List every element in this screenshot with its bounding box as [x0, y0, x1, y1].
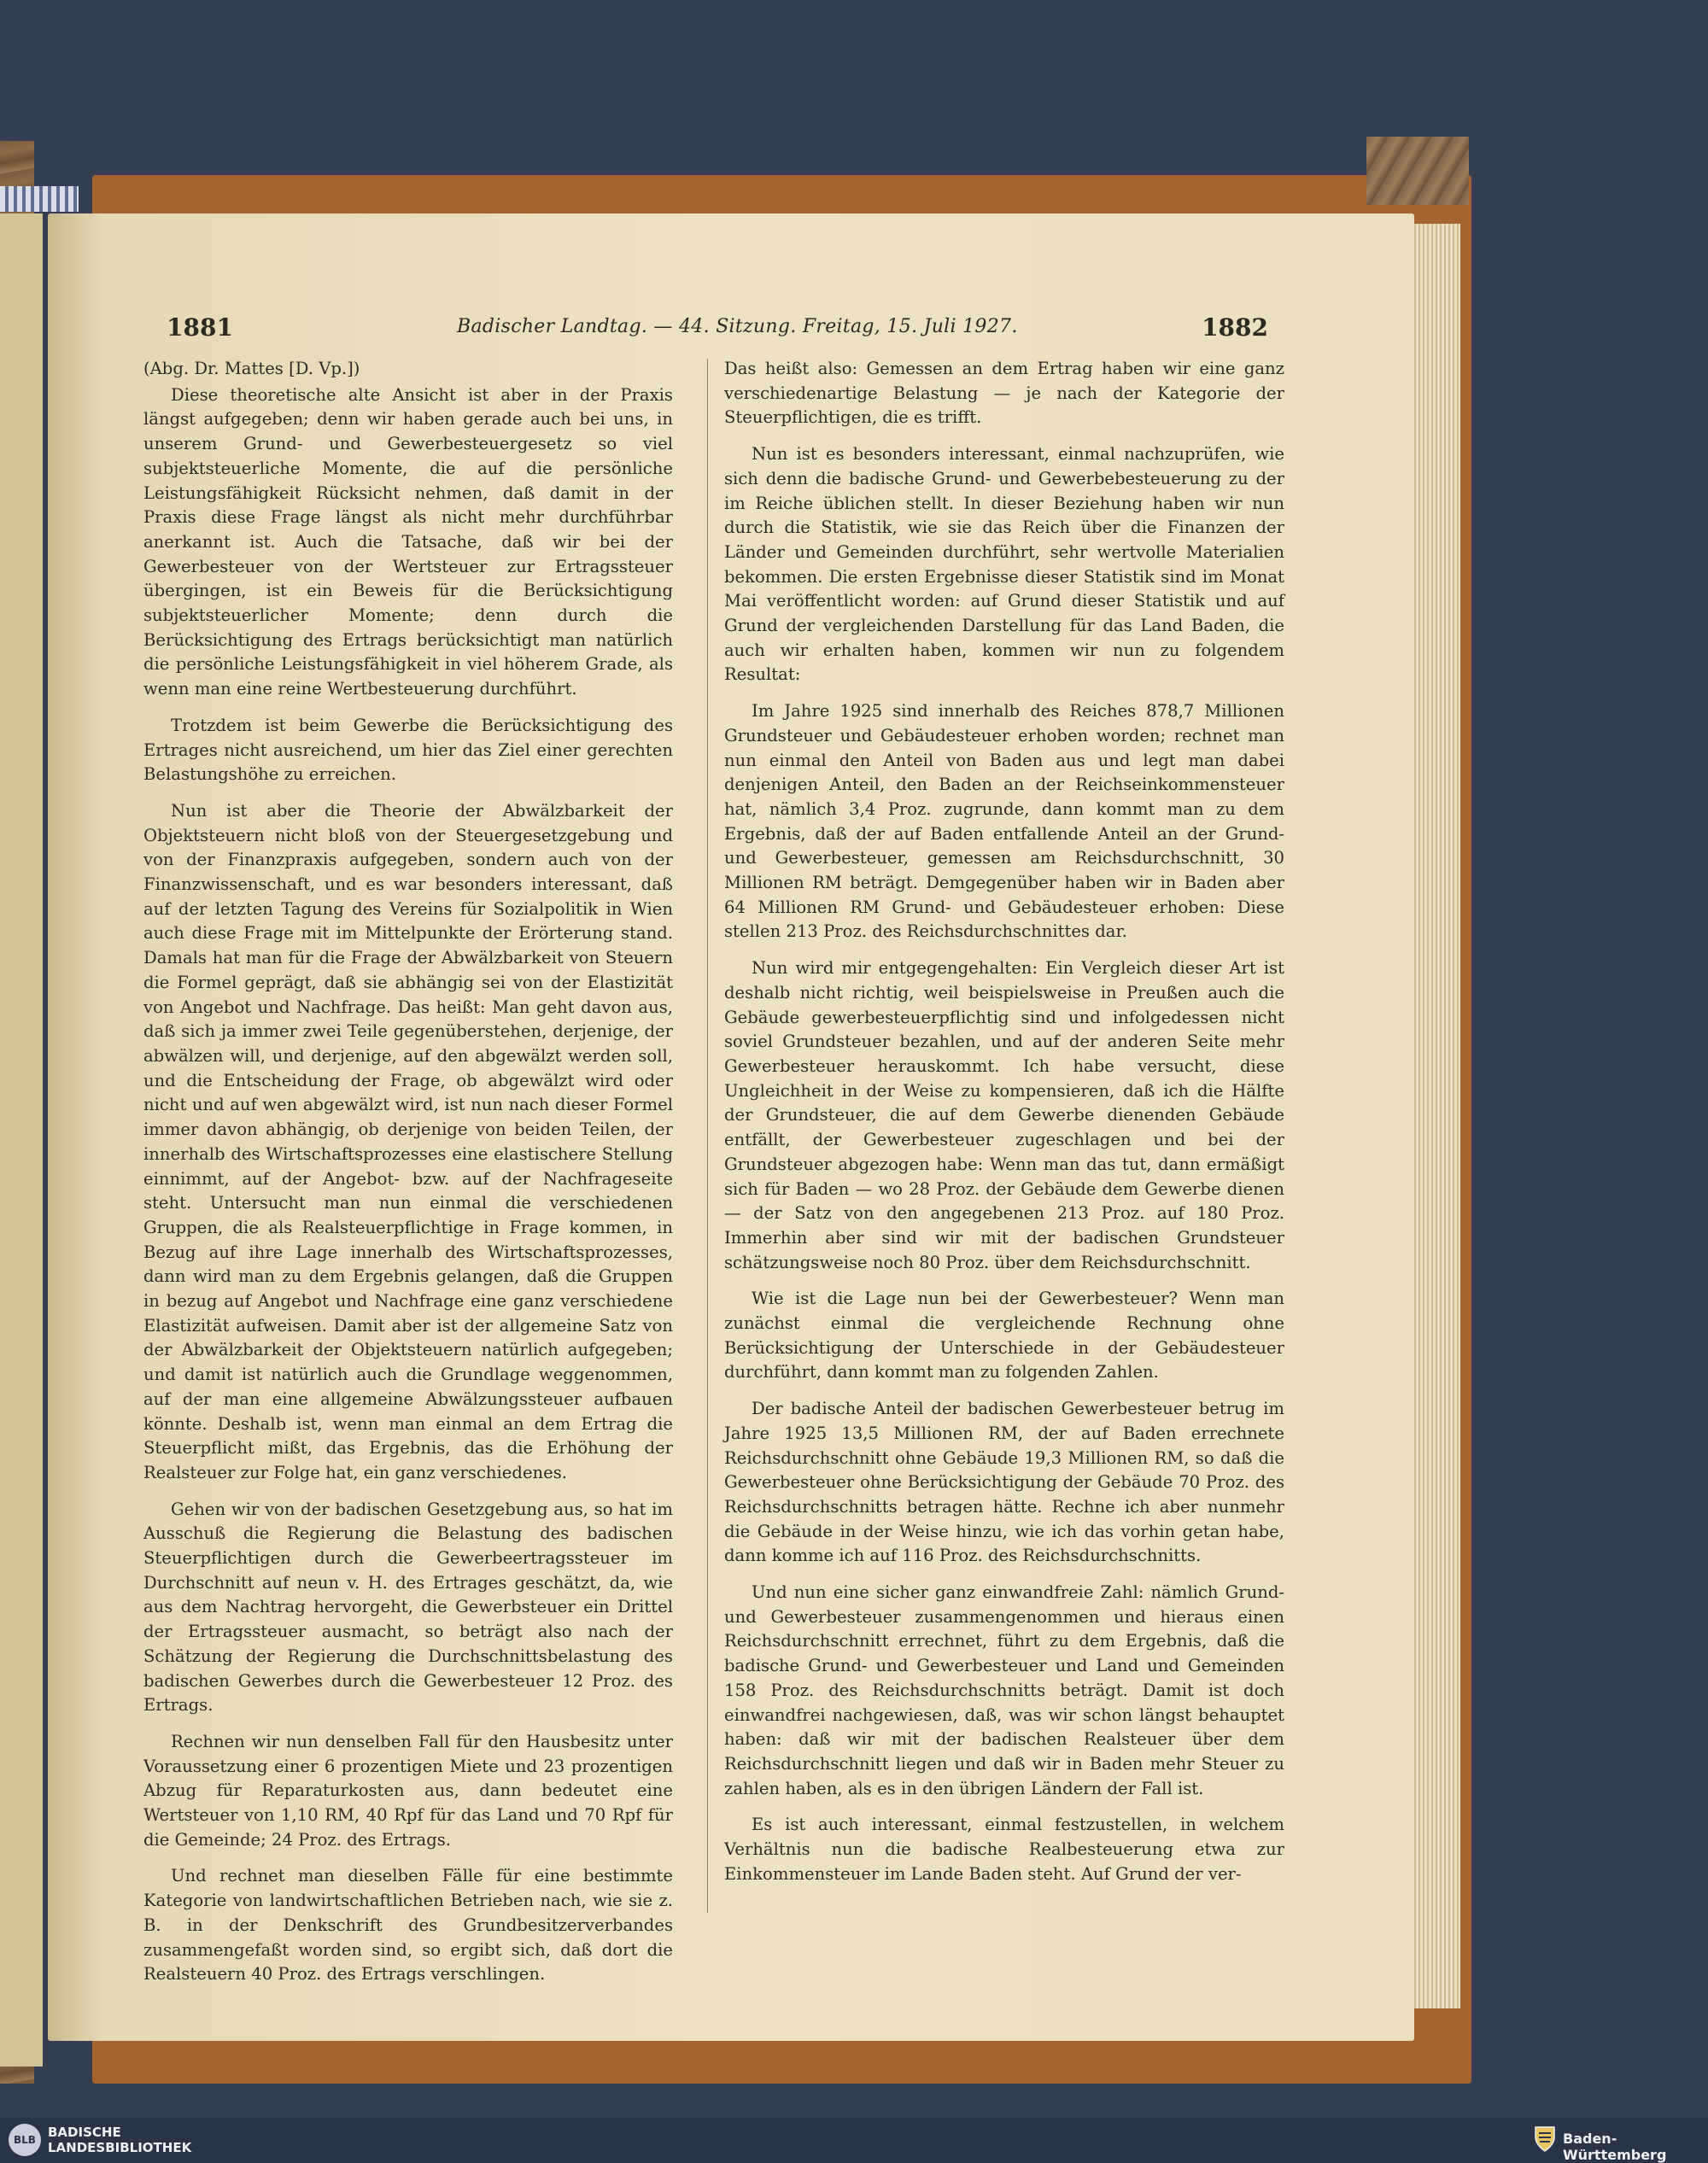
running-title: Badischer Landtag. — 44. Sitzung. Freitag, 15. Juli 1927.: [457, 316, 1018, 337]
library-name-line1: BADISCHE: [48, 2125, 121, 2140]
paragraph: Wie ist die Lage nun bei der Gewerbesteuer? Wenn man zunächst einmal die vergleichende Rechnung ohne Berücksichtigung der Unterschiede in der Gebäudesteuer durchführt, dann kommt man zu folgenden Zahlen.: [724, 1289, 1284, 1383]
right-column: [724, 357, 1284, 1898]
paragraph: Es ist auch interessant, einmal festzustellen, in welchem Verhältnis nun die badische Realbesteuerung etwa zur Einkommensteuer im Lande Baden steht. Auf Grund der ver-: [724, 1815, 1284, 1884]
paragraph: Nun wird mir entgegengehalten: Ein Vergleich dieser Art ist deshalb nicht richtig, weil beispielsweise in Preußen auch die Gebäude gewerbesteuerpflichtig sind und infolgedessen nicht soviel Grundsteuer bezahlen, und auf der anderen Seite mehr Gewerbesteuer herauskommt. Ich habe versucht, diese Ungleichheit in der Weise zu kompensieren, daß ich die Hälfte der Grundsteuer, die auf dem Gewerbe dienenden Gebäude entfällt, der Gewerbesteuer zugeschlagen und bei der Grundsteuer abgezogen habe: Wenn man das tut, dann ermäßigt sich für Baden — wo 28 Proz. der Gebäude dem Gewerbe dienen — der Satz von den angegebenen 213 Proz. auf 180 Proz. Immerhin aber sind wir mit der badischen Grundsteuer schätzungsweise noch 80 Proz. über dem Reichsdurchschnitt.: [724, 958, 1284, 1272]
library-name[interactable]: [48, 2125, 191, 2155]
column-divider: [707, 359, 708, 1913]
facing-page-edge: [0, 213, 43, 2067]
page-number-left: 1881: [167, 313, 233, 342]
viewer-footer: [0, 2118, 1708, 2161]
paragraph: Im Jahre 1925 sind innerhalb des Reiches 878,7 Millionen Grundsteuer und Gebäudesteuer erhoben worden; rechnet man nun einmal den Anteil von Baden aus und legt man dabei denjenigen Anteil, den Baden an der Reichseinkommensteuer hat, nämlich 3,4 Proz. zugrunde, dann kommt man zu dem Ergebnis, daß der auf Baden entfallende Anteil an der Grund- und Gewerbesteuer, gemessen am Reichsdurchschnitt, 30 Millionen RM beträgt. Demgegenüber haben wir in Baden aber 64 Millionen RM Grund- und Gebäudesteuer erhoben: Diese stellen 213 Proz. des Reichsdurchschnittes dar.: [724, 701, 1284, 942]
left-column: [143, 357, 673, 1999]
page-number-right: 1882: [1202, 313, 1268, 342]
paragraph: Nun ist aber die Theorie der Abwälzbarkeit der Objektsteuern nicht bloß von der Steuergesetzgebung und von der Finanzpraxis aufgegeben, sondern auch von der Finanzwissenschaft, und es war besonders interessant, daß auf der letzten Tagung des Vereins für Sozialpolitik in Wien auch diese Frage mit im Mittelpunkte der Erörterung stand. Damals hat man für die Frage der Abwälzbarkeit von Steuern die Formel geprägt, daß sie abhängig sei von der Elastizität von Angebot und Nachfrage. Das heißt: Man geht davon aus, daß sich ja immer zwei Teile gegenüberstehen, derjenige, der abwälzen will, und derjenige, auf den abgewälzt werden soll, und die Entscheidung der Frage, ob abgewälzt wird oder nicht und auf wen abgewälzt wird, ist nun nach dieser Formel immer davon abhängig, ob derjenige von beiden Teilen, der innerhalb des Wirtschaftsprozesses eine elastischere Stellung einnimmt, auf der Angebot- bzw. auf der Nachfrageseite steht. Untersucht man nun einmal die verschiedenen Gruppen, die als Realsteuerpflichtige in Frage kommen, in Bezug auf ihre Lage innerhalb des Wirtschaftsprozesses, dann wird man zu dem Ergebnis gelangen, daß die Gruppen in bezug auf Angebot und Nachfrage eine ganz verschiedene Elastizität aufweisen. Damit aber ist der allgemeine Satz von der Abwälzbarkeit der Objektsteuern natürlich aufgegeben; und damit ist natürlich auch die Grundlage weggenommen, auf der man eine allgemeine Abwälzungssteuer aufbauen könnte. Deshalb ist, wenn man einmal an dem Ertrag die Steuerpflicht mißt, das Ergebnis, das die Erhöhung der Realsteuer zur Folge hat, ein ganz verschiedenes.: [143, 800, 673, 1482]
state-name[interactable]: Baden-Württemberg: [1563, 2131, 1667, 2163]
headband: [0, 186, 79, 212]
paragraph: Gehen wir von der badischen Gesetzgebung aus, so hat im Ausschuß die Regierung die Belastung des badischen Steuerpflichtigen durch die Gewerbeertragssteuer im Durchschnitt auf neun v. H. des Ertrages geschätzt, da, wie aus dem Nachtrag hervorgeht, die Gewerbsteuer ein Drittel der Ertragssteuer ausmacht, so beträgt also nach der Schätzung der Regierung die Durchschnittsbelastung des badischen Gewerbes durch die Gewerbesteuer 12 Proz. des Ertrags.: [143, 1499, 673, 1716]
blb-logo-icon[interactable]: BLB: [9, 2124, 41, 2156]
library-name-line2: LANDESBIBLIOTHEK: [48, 2140, 192, 2155]
page-header: [167, 313, 1268, 348]
paragraph: Der badische Anteil der badischen Gewerbesteuer betrug im Jahre 1925 13,5 Millionen RM, der auf Baden errechnete Reichsdurchschnitt ohne Gebäude 19,3 Millionen RM, so daß die Gewerbesteuer ohne Berücksichtigung der Gebäude 70 Proz. des Reichsdurchschnitts betragen hätte. Rechne ich aber nunmehr die Gebäude in der Weise hinzu, wie ich das vorhin getan habe, dann komme ich auf 116 Proz. des Reichsdurchschnitts.: [724, 1399, 1284, 1566]
marbled-board-top: [1366, 137, 1469, 205]
paragraph: Diese theoretische alte Ansicht ist aber in der Praxis längst aufgegeben; denn wir haben gerade auch bei uns, in unserem Grund- und Gewerbesteuergesetz so viel subjektsteuerliche Momente, die auf die persönliche Leistungsfähigkeit Rücksicht nehmen, daß damit in der Praxis diese Frage längst als nicht mehr durchführbar anerkannt ist. Auch die Tatsache, daß wir bei der Gewerbesteuer von der Wertsteuer zur Ertragssteuer übergingen, ist ein Beweis für die Berücksichtigung subjektsteuerlicher Momente; denn durch die Berücksichtigung des Ertrags berücksichtigt man natürlich die persönliche Leistungsfähigkeit in viel höherem Grade, als wenn man eine reine Wertbesteuerung durchführt.: [143, 384, 673, 699]
speaker-attribution: (Abg. Dr. Mattes [D. Vp.]): [143, 359, 360, 378]
paragraph: Rechnen wir nun denselben Fall für den Hausbesitz unter Voraussetzung einer 6 prozentigen Miete und 23 prozentigen Abzug für Reparaturkosten aus, dann bedeutet eine Wertsteuer von 1,10 RM, 40 Rpf für das Land und 70 Rpf für die Gemeinde; 24 Proz. des Ertrags.: [143, 1731, 673, 1850]
page-stack-edge: [1407, 224, 1460, 2008]
paragraph: Und nun eine sicher ganz einwandfreie Zahl: nämlich Grund- und Gewerbesteuer zusammengenommen und hieraus einen Reichsdurchschnitt errechnet, führt zu dem Ergebnis, daß die badische Grund- und Gewerbesteuer und Land und Gemeinden 158 Proz. des Reichsdurchschnitts beträgt. Damit ist doch einwandfrei nachgewiesen, daß, was wir schon längst behauptet haben: daß wir mit der badischen Realsteuer über dem Reichsdurchschnitt liegen und daß wir in Baden mehr Steuer zu zahlen haben, als es in den übrigen Ländern der Fall ist.: [724, 1582, 1284, 1798]
coat-of-arms-icon: [1532, 2125, 1558, 2153]
paragraph: Trotzdem ist beim Gewerbe die Berücksichtigung des Ertrages nicht ausreichend, um hier das Ziel einer gerechten Belastungshöhe zu erreichen.: [143, 715, 673, 785]
paragraph: Und rechnet man dieselben Fälle für eine bestimmte Kategorie von landwirtschaftlichen Betrieben nach, wie sie z. B. in der Denkschrift des Grundbesitzerverbandes zusammengefaßt worden sind, so ergibt sich, daß dort die Realsteuern 40 Proz. des Ertrags verschlingen.: [143, 1866, 673, 1985]
paragraph: Das heißt also: Gemessen an dem Ertrag haben wir eine ganz verschiedenartige Belastung — je nach der Kategorie der Steuerpflichtigen, die es trifft.: [724, 359, 1284, 428]
paragraph: Nun ist es besonders interessant, einmal nachzuprüfen, wie sich denn die badische Grund- und Gewerbebesteuerung zu der im Reiche üblichen stellt. In dieser Beziehung haben wir nun durch die Statistik, wie sie das Reich über die Finanzen der Länder und Gemeinden durchführt, sehr wertvolle Materialien bekommen. Die ersten Ergebnisse dieser Statistik sind im Monat Mai veröffentlicht worden: auf Grund dieser Statistik und auf Grund der vergleichenden Darstellung für das Land Baden, die auch wir erhalten haben, kommen wir nun zu folgendem Resultat:: [724, 444, 1284, 685]
